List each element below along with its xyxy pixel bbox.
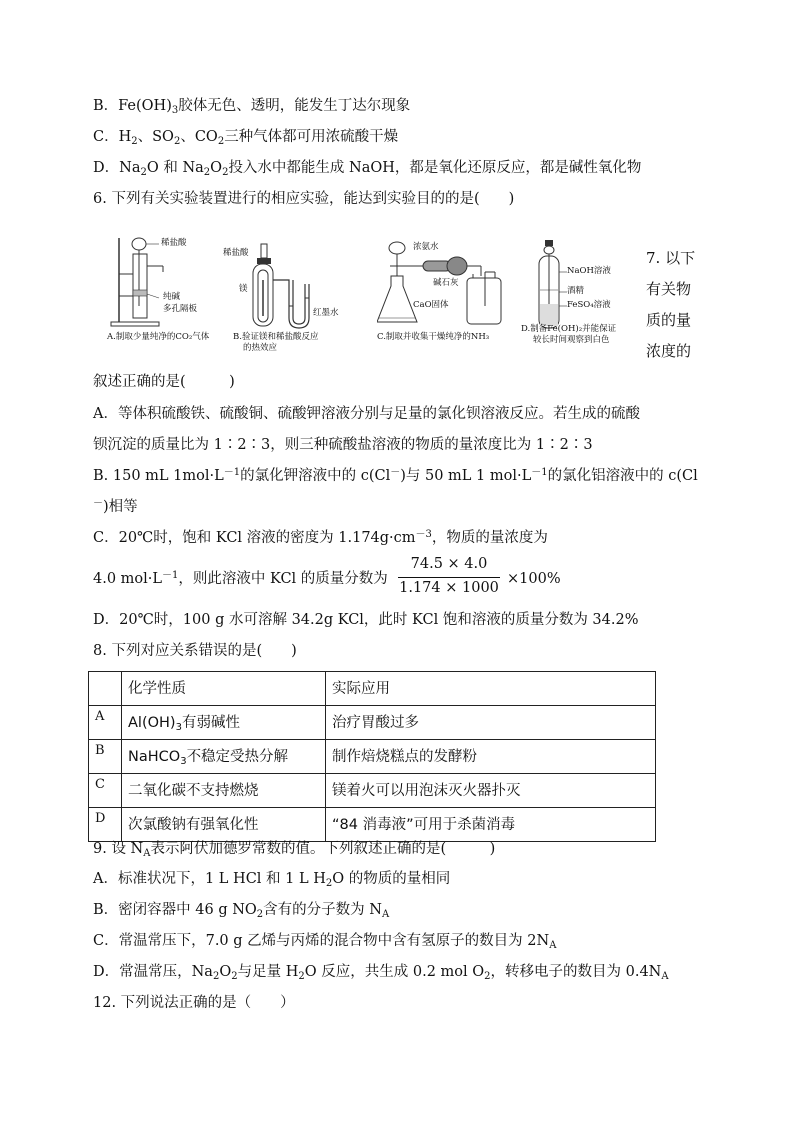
table-header-row	[89, 672, 656, 706]
label-soda: 纯碱	[163, 292, 181, 302]
q7-option-b-line1	[93, 466, 698, 486]
header-cell	[89, 672, 122, 706]
text: O 和 Na	[146, 160, 204, 176]
text: 有弱碱性	[181, 715, 240, 731]
superscript: －1	[223, 467, 241, 478]
superscript: －3	[415, 529, 432, 540]
text: O	[219, 964, 232, 980]
q9-option-b	[93, 900, 389, 920]
text: NaHCO	[128, 749, 181, 765]
q7-option-c-line1	[93, 528, 548, 548]
superscript: －1	[162, 570, 179, 581]
label-red-ink: 红墨水	[313, 308, 339, 318]
text: B．密闭容器中 46 g NO	[93, 902, 257, 918]
subscript: 2	[173, 136, 181, 147]
text: ，转移电子的数目为 0.4N	[490, 964, 662, 980]
label-conc-ammonia: 浓氨水	[413, 242, 439, 252]
text: O 的物质的量相同	[332, 871, 451, 887]
subscript: A	[143, 848, 151, 859]
q6-stem: 6. 下列有关实验装置进行的相应实验，能达到实验目的的是( )	[93, 191, 515, 207]
table-row	[89, 740, 656, 774]
subscript: 2	[231, 971, 238, 982]
mass-fraction-formula	[398, 556, 500, 598]
text: B．Fe(OH)	[93, 98, 172, 114]
figure-d	[523, 226, 643, 358]
caption-c: C.制取并收集干燥纯净的NH₃	[377, 332, 490, 342]
text: O 反应，共生成 0.2 mol O	[304, 964, 485, 980]
q7-option-b-line2	[93, 497, 138, 517]
q5-option-c	[93, 127, 398, 147]
text: 9. 设 N	[93, 841, 144, 857]
fraction-bar	[398, 577, 500, 578]
text: 三种气体都可用浓硫酸干燥	[224, 129, 399, 145]
subscript: 2	[203, 167, 211, 178]
figure-a	[107, 226, 237, 358]
q7-stem-line1: 7. 以下	[646, 249, 696, 267]
row-key: D	[89, 808, 122, 842]
property-cell	[122, 706, 326, 740]
text: )相等	[103, 499, 138, 515]
property-cell: 二氧化碳不支持燃烧	[122, 774, 326, 808]
label-dilute-hcl: 稀盐酸	[223, 248, 249, 258]
q7-option-c-line2	[93, 569, 388, 589]
label-naoh-solution: NaOH溶液	[567, 266, 611, 276]
caption-d-line2: 较长时间观察到白色	[533, 335, 610, 345]
q7-option-d: D．20℃时，100 g 水可溶解 34.2g KCl，此时 KCl 饱和溶液的质量分数为 34.2%	[93, 612, 639, 628]
property-cell	[122, 740, 326, 774]
fraction-numerator: 74.5 × 4.0	[410, 556, 488, 572]
text: 与足量 H	[237, 964, 299, 980]
superscript: －1	[531, 467, 548, 478]
subscript: 2	[298, 971, 305, 982]
table-row	[89, 706, 656, 740]
caption-b-line2: 的热效应	[243, 343, 278, 353]
subscript: 2	[140, 167, 147, 178]
table-row	[89, 808, 656, 842]
subscript: A	[381, 909, 390, 920]
row-key: B	[89, 740, 122, 774]
q9-stem	[93, 839, 495, 859]
row-key: A	[89, 706, 122, 740]
text: C．20℃时，饱和 KCl 溶液的密度为 1.174g·cm	[93, 530, 416, 546]
text: )与 50 mL 1 mol·L	[400, 468, 532, 484]
label-porous-plate: 多孔隔板	[163, 304, 198, 314]
text: 投入水中都能生成 NaOH，都是氧化还原反应，都是碱性氧化物	[228, 160, 642, 176]
property-cell: 次氯酸钠有强氧化性	[122, 808, 326, 842]
superscript: －	[390, 467, 401, 478]
text: 不稳定受热分解	[186, 749, 289, 765]
q9-option-a	[93, 869, 450, 889]
superscript: －	[93, 498, 103, 509]
subscript: 2	[217, 136, 225, 147]
text: Al(OH)	[128, 715, 176, 731]
q7-stem-line4: 浓度的	[646, 342, 692, 360]
subscript: A	[549, 940, 557, 951]
table-row	[89, 774, 656, 808]
caption-a: A.制取少量纯净的CO₂气体	[107, 332, 210, 342]
label-magnesium: 镁	[239, 284, 248, 294]
text: B. 150 mL 1mol·L	[93, 468, 224, 484]
label-alcohol: 酒精	[567, 286, 585, 296]
fraction-denominator: 1.174 × 1000	[399, 580, 499, 596]
fraction-tail: ×100%	[507, 571, 561, 587]
header-cell: 实际应用	[326, 672, 656, 706]
text: 胶体无色、透明，能发生丁达尔现象	[178, 98, 411, 114]
q8-table	[88, 671, 656, 842]
subscript: 2	[131, 136, 138, 147]
q9-option-c	[93, 931, 556, 951]
q5-option-b	[93, 96, 410, 116]
header-cell: 化学性质	[122, 672, 326, 706]
q7-stem-cont: 叙述正确的是( )	[93, 374, 235, 390]
text: O	[210, 160, 223, 176]
label-feso4-solution: FeSO₄溶液	[567, 300, 611, 310]
row-key: C	[89, 774, 122, 808]
text: D．Na	[93, 160, 141, 176]
subscript: 2	[256, 909, 264, 920]
subscript: 2	[212, 971, 220, 982]
q8-stem: 8. 下列对应关系错误的是( )	[93, 643, 297, 659]
subscript: 2	[222, 167, 229, 178]
text: 4.0 mol·L	[93, 571, 163, 587]
q5-option-d	[93, 158, 641, 178]
label-dilute-hcl: 稀盐酸	[161, 238, 187, 248]
text: 表示阿伏加德罗常数的值。下列叙述正确的是( )	[150, 841, 496, 857]
text: C．常温常压下，7.0 g 乙烯与丙烯的混合物中含有氢原子的数目为 2N	[93, 933, 550, 949]
subscript: 3	[175, 722, 182, 733]
text: D．常温常压，Na	[93, 964, 213, 980]
q7-option-a-line1: A．等体积硫酸铁、硫酸铜、硫酸钾溶液分别与足量的氯化钡溶液反应。若生成的硫酸	[93, 406, 640, 422]
text: ，则此溶液中 KCl 的质量分数为	[178, 571, 388, 587]
caption-b-line1: B.验证镁和稀盐酸反应	[233, 332, 319, 342]
text: 、SO	[137, 129, 174, 145]
text: 的氯化铝溶液中的 c(Cl	[547, 468, 698, 484]
label-cao-solid: CaO固体	[413, 300, 449, 310]
q7-option-a-line2: 钡沉淀的质量比为 1∶2∶3，则三种硫酸盐溶液的物质的量浓度比为 1∶2∶3	[93, 437, 593, 453]
text: 含有的分子数为 N	[263, 902, 382, 918]
application-cell: 镁着火可以用泡沫灭火器扑灭	[326, 774, 656, 808]
text: A．标准状况下，1 L HCl 和 1 L H	[93, 871, 326, 887]
subscript: 3	[171, 105, 179, 116]
q6-figures	[93, 226, 641, 358]
subscript: A	[661, 971, 669, 982]
application-cell: 制作焙烧糕点的发酵粉	[326, 740, 656, 774]
figure-c	[377, 226, 507, 358]
application-cell: “84 消毒液”可用于杀菌消毒	[326, 808, 656, 842]
label-soda-lime: 碱石灰	[433, 278, 459, 288]
subscript: 2	[484, 971, 491, 982]
application-cell: 治疗胃酸过多	[326, 706, 656, 740]
q9-option-d	[93, 962, 669, 982]
q7-stem-line2: 有关物	[646, 280, 692, 298]
subscript: 3	[180, 756, 187, 767]
text: C．H	[93, 129, 132, 145]
subscript: 2	[325, 878, 333, 889]
q12-stem: 12. 下列说法正确的是（ ）	[93, 995, 295, 1011]
text: ，物质的量浓度为	[431, 530, 548, 546]
caption-d-line1: D.制备Fe(OH)₂并能保证	[521, 324, 617, 334]
text: 、CO	[180, 129, 218, 145]
figure-b	[223, 226, 353, 358]
q7-stem-line3: 质的量	[646, 311, 692, 329]
text: 的氯化钾溶液中的 c(Cl	[240, 468, 391, 484]
